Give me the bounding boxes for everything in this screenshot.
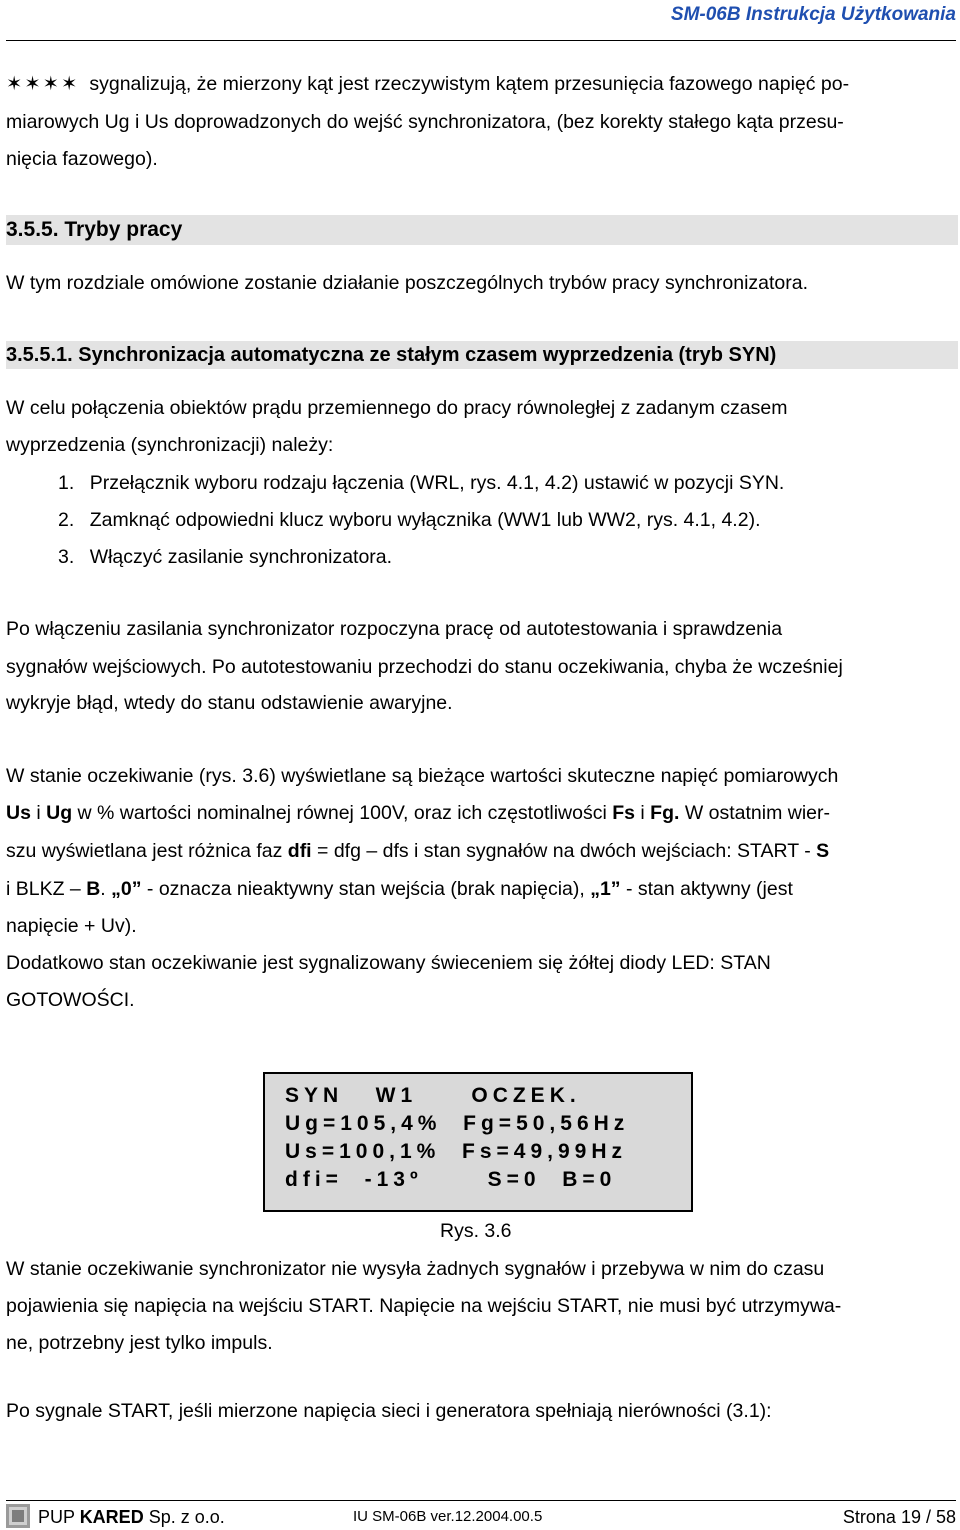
star-bullet-icon: ✶✶✶✶	[6, 73, 80, 95]
lcd-row-2: Ug=105,4% Fg=50,56Hz	[285, 1112, 630, 1135]
lcd-row-4: dfi= -13º S=0 B=0	[285, 1168, 617, 1191]
intro-line-3: nięcia fazowego).	[6, 148, 158, 170]
after-line-1: W stanie oczekiwanie synchronizator nie wysyła żadnych sygnałów i przebywa w nim do czasu	[6, 1258, 825, 1280]
after-line-2: pojawienia się napięcia na wejściu START. Napięcie na wejściu START, nie musi być utrzymywa-	[6, 1295, 842, 1317]
step-item-2	[58, 508, 761, 532]
b-label: B	[86, 878, 101, 900]
subsection-heading: 3.5.5.1. Synchronizacja automatyczna ze stałym czasem wyprzedzenia (tryb SYN)	[6, 341, 958, 369]
intro-text-1: sygnalizują, że mierzony kąt jest rzeczywistym kątem przesunięcia fazowego napięć po-	[89, 73, 850, 95]
text-span: szu wyświetlana jest różnica faz	[6, 840, 288, 862]
lcd-row-3: Us=100,1% Fs=49,99Hz	[285, 1140, 627, 1163]
company-suffix: Sp. z o.o.	[143, 1507, 225, 1527]
power-para-line-1: Po włączeniu zasilania synchronizator rozpoczyna pracę od autotestowania i sprawdzenia	[6, 618, 783, 640]
waiting-line-5: napięcie + Uv).	[6, 915, 137, 937]
company-prefix: PUP	[38, 1507, 80, 1527]
text-span: .	[100, 878, 112, 900]
intro-line-2: miarowych Ug i Us doprowadzonych do wejść synchronizatora, (bez korekty stałego kąta przesu-	[6, 111, 844, 133]
text-span: w % wartości nominalnej równej 100V, oraz ich częstotliwości	[72, 802, 613, 824]
step-number: 1.	[58, 472, 75, 494]
text-span: = dfg – dfs i stan sygnałów na dwóch wejściach: START -	[311, 840, 817, 862]
after-line-3: ne, potrzebny jest tylko impuls.	[6, 1332, 273, 1354]
lcd-row-1: SYN W1 OCZEK.	[285, 1084, 581, 1107]
step-text: Włączyć zasilanie synchronizatora.	[89, 546, 393, 568]
company-logo-icon	[6, 1504, 30, 1528]
one-label: „1”	[590, 878, 621, 900]
conj: i	[30, 802, 47, 824]
figure-caption: Rys. 3.6	[440, 1220, 512, 1242]
intro-line-1	[6, 72, 956, 96]
step-item-3	[58, 545, 392, 569]
fg-label: Fg.	[650, 802, 680, 824]
text-span: - oznacza nieaktywny stan wejścia (brak napięcia),	[141, 878, 591, 900]
power-para-line-3: wykryje błąd, wtedy do stanu odstawienie awaryjne.	[6, 692, 453, 714]
footer-page-number: Strona 19 / 58	[842, 1507, 956, 1527]
step-number: 3.	[58, 546, 75, 568]
waiting-line-3	[6, 839, 956, 863]
step-item-1	[58, 471, 784, 495]
section-paragraph: W tym rozdziale omówione zostanie działanie poszczególnych trybów pracy synchronizatora.	[6, 272, 809, 294]
dfi-label: dfi	[287, 840, 312, 862]
text-span: - stan aktywny (jest	[620, 878, 793, 900]
lcd-display	[263, 1072, 693, 1212]
after-line-4: Po sygnale START, jeśli mierzone napięcia sieci i generatora spełniają nierówności (3.1):	[6, 1400, 772, 1422]
waiting-line-1: W stanie oczekiwanie (rys. 3.6) wyświetlane są bieżące wartości skuteczne napięć pomiarowych	[6, 765, 839, 787]
company-name: KARED	[79, 1507, 144, 1527]
subsection-para-line-2: wyprzedzenia (synchronizacji) należy:	[6, 434, 334, 456]
waiting-line-2	[6, 801, 956, 825]
section-heading: 3.5.5. Tryby pracy	[6, 215, 958, 245]
s-label: S	[816, 840, 830, 862]
footer-company	[38, 1505, 225, 1529]
ug-label: Ug	[46, 802, 73, 824]
zero-label: „0”	[111, 878, 142, 900]
us-label: Us	[6, 802, 31, 824]
waiting-line-4	[6, 877, 956, 901]
fs-label: Fs	[612, 802, 635, 824]
subsection-para-line-1: W celu połączenia obiektów prądu przemiennego do pracy równoległej z zadanym czasem	[6, 397, 788, 419]
header-divider	[6, 40, 956, 41]
footer-doc-version: IU SM-06B ver.12.2004.00.5	[353, 1508, 543, 1525]
text-span: W ostatnim wier-	[679, 802, 831, 824]
step-number: 2.	[58, 509, 75, 531]
step-text: Przełącznik wyboru rodzaju łączenia (WRL, rys. 4.1, 4.2) ustawić w pozycji SYN.	[89, 472, 785, 494]
waiting-line-7: GOTOWOŚCI.	[6, 989, 135, 1011]
waiting-line-6: Dodatkowo stan oczekiwanie jest sygnalizowany świeceniem się żółtej diody LED: STAN	[6, 952, 771, 974]
power-para-line-2: sygnałów wejściowych. Po autotestowaniu przechodzi do stanu oczekiwania, chyba że wcześniej	[6, 656, 843, 678]
footer-divider	[6, 1500, 956, 1501]
step-text: Zamknąć odpowiedni klucz wyboru wyłącznika (WW1 lub WW2, rys. 4.1, 4.2).	[89, 509, 761, 531]
conj: i	[634, 802, 651, 824]
text-span: i BLKZ –	[6, 878, 87, 900]
document-header-title: SM-06B Instrukcja Użytkowania	[670, 4, 956, 25]
